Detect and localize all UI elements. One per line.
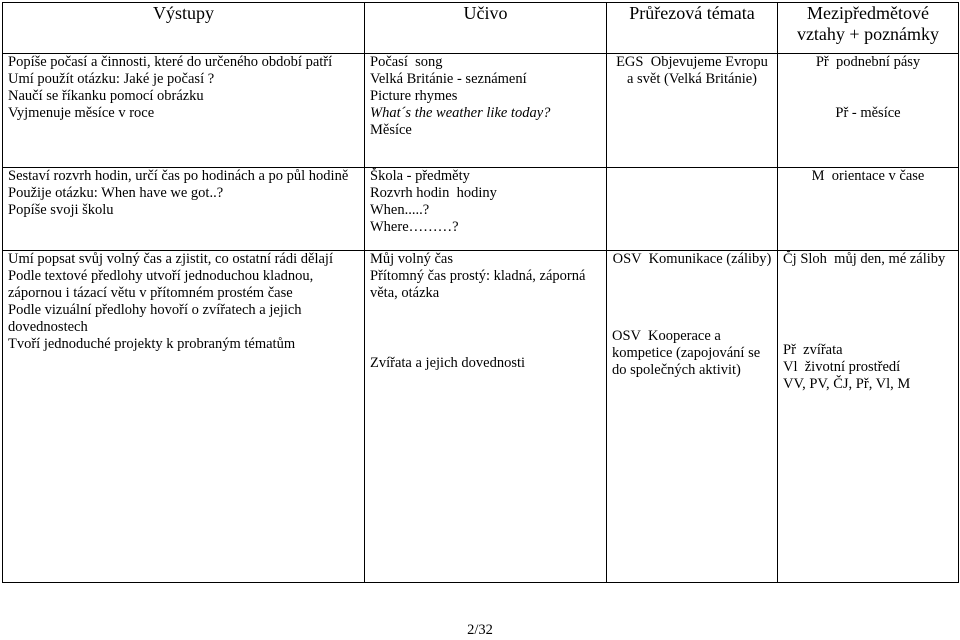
text-line: Popíše svoji školu	[8, 202, 114, 218]
text-line: Popíše počasí a činnosti, které do určeného období patří	[8, 54, 333, 70]
text-line: Přítomný čas prostý: kladná, záporná věta, otázka	[370, 268, 590, 301]
text-line: Sestaví rozvrh hodin, určí čas po hodinách a po půl hodině	[8, 168, 349, 184]
text-line: Where………?	[370, 219, 459, 235]
cell-mezipredmetove	[778, 251, 959, 583]
text-line: M orientace v čase	[811, 168, 925, 184]
text-line: When.....?	[370, 202, 430, 218]
cell-ucivo	[365, 251, 607, 583]
text-line: Př podnební pásy	[815, 54, 921, 70]
cell-ucivo	[365, 54, 607, 168]
text-line: What´s the weather like today?	[370, 105, 551, 121]
text-line: Umí popsat svůj volný čas a zjistit, co ostatní rádi dělají	[8, 251, 333, 267]
text-line: OSV Kooperace a kompetice (zapojování se do společných aktivit)	[612, 328, 764, 378]
text-line: Vl životní prostředí	[783, 359, 901, 375]
text-line: Měsíce	[370, 122, 412, 138]
text-line: Počasí song	[370, 54, 443, 70]
text-line: Tvoří jednoduché projekty k probraným tématům	[8, 336, 296, 352]
text-line: Př zvířata	[783, 342, 843, 358]
cell-prurezova-temata	[607, 54, 778, 168]
header-ucivo: Učivo	[365, 3, 607, 54]
text-line: Př - měsíce	[835, 105, 901, 121]
header-mezipredmetove-vztahy: Mezipředmětové vztahy + poznámky	[778, 3, 959, 54]
cell-vystupy	[3, 168, 365, 251]
text-line: Čj Sloh můj den, mé záliby	[783, 251, 946, 267]
text-line: Můj volný čas	[370, 251, 453, 267]
text-line: Použije otázku: When have we got..?	[8, 185, 224, 201]
text-line: EGS Objevujeme Evropu a svět (Velká Británie)	[616, 54, 772, 87]
text-line: Zvířata a jejich dovednosti	[370, 355, 526, 371]
text-line: Škola - předměty	[370, 168, 470, 184]
curriculum-table	[2, 2, 959, 583]
text-line: Podle textové předlohy utvoří jednoduchou kladnou, zápornou i tázací větu v přítomném prostém čase	[8, 268, 317, 301]
header-row	[3, 3, 959, 54]
text-line: Naučí se říkanku pomocí obrázku	[8, 88, 204, 104]
text-line: OSV Komunikace (záliby)	[612, 251, 772, 267]
cell-prurezova-temata	[607, 168, 778, 251]
text-line: Picture rhymes	[370, 88, 458, 104]
text-line: Umí použít otázku: Jaké je počasí ?	[8, 71, 215, 87]
text-line: Vyjmenuje měsíce v roce	[8, 105, 155, 121]
table-row	[3, 54, 959, 168]
cell-mezipredmetove	[778, 168, 959, 251]
text-line: Podle vizuální předlohy hovoří o zvířatech a jejich dovednostech	[8, 302, 306, 335]
text-line: Velká Británie - seznámení	[370, 71, 527, 87]
page-number: 2/32	[467, 622, 493, 638]
table-row	[3, 168, 959, 251]
cell-vystupy	[3, 251, 365, 583]
cell-mezipredmetove	[778, 54, 959, 168]
header-prurezova-temata: Průřezová témata	[607, 3, 778, 54]
table-row	[3, 251, 959, 583]
text-line: VV, PV, ČJ, Př, Vl, M	[783, 376, 911, 392]
cell-ucivo	[365, 168, 607, 251]
text-line: Rozvrh hodin hodiny	[370, 185, 497, 201]
header-vystupy: Výstupy	[3, 3, 365, 54]
cell-vystupy	[3, 54, 365, 168]
cell-prurezova-temata	[607, 251, 778, 583]
